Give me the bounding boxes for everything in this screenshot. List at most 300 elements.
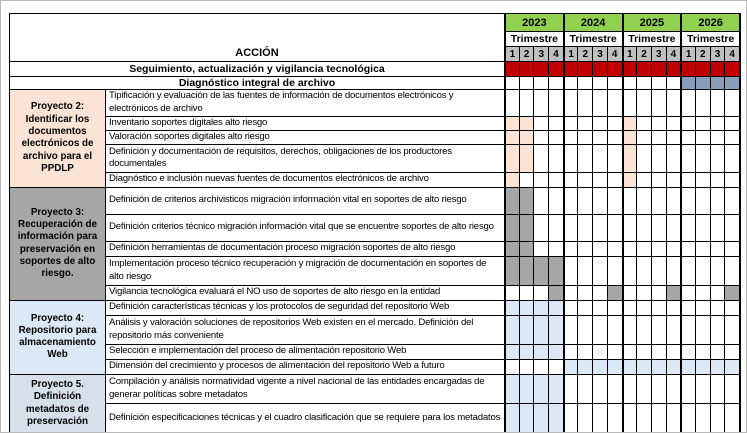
schedule-cell [608,117,623,131]
schedule-cell-filled [637,62,652,77]
schedule-cell [564,117,579,131]
quarter-number-text: 3 [714,48,721,60]
schedule-cell [725,90,740,117]
schedule-cell [564,301,579,316]
schedule-cell-filled [505,345,520,360]
trimestre-header-text: Trimestre [510,33,559,45]
schedule-cell [578,345,593,360]
schedule-cell [623,345,638,360]
schedule-cell [534,173,549,188]
year-header-2023 [505,14,564,32]
schedule-cell [520,77,535,90]
schedule-cell [652,173,667,188]
schedule-cell [608,316,623,345]
schedule-cell [637,188,652,215]
quarter-number [505,47,520,62]
schedule-cell-filled [505,257,520,286]
schedule-cell-filled [608,360,623,375]
schedule-cell [549,360,564,375]
schedule-cell [623,286,638,301]
quarter-number [637,47,652,62]
schedule-cell [725,188,740,215]
schedule-cell [696,242,711,257]
schedule-cell-filled [549,316,564,345]
project-label [10,301,106,375]
schedule-cell [681,173,696,188]
schedule-cell [667,131,682,145]
schedule-cell [637,131,652,145]
action-cell-text: Análisis y valoración soluciones de repositorios Web existen en el mercado. Definición del repositorio más conveniente [109,317,474,341]
schedule-cell [578,257,593,286]
schedule-cell [696,173,711,188]
schedule-cell [608,404,623,433]
schedule-cell [564,77,579,90]
schedule-cell [637,242,652,257]
schedule-cell-filled [520,242,535,257]
schedule-cell [608,145,623,173]
schedule-cell [593,117,608,131]
schedule-cell [623,188,638,215]
schedule-cell-filled [564,360,579,375]
schedule-cell [578,117,593,131]
action-cell [106,286,505,301]
schedule-cell [578,215,593,242]
schedule-cell-filled [505,117,520,131]
schedule-cell-filled [520,215,535,242]
project-label-text: Proyecto 5. Definición metadatos de preservación [25,379,90,427]
schedule-cell-filled [534,375,549,404]
schedule-cell-filled [505,145,520,173]
schedule-cell-filled [623,62,638,77]
schedule-cell [652,117,667,131]
schedule-cell-filled [549,286,564,301]
year-header-2024-text: 2024 [580,16,606,29]
schedule-cell [711,316,726,345]
schedule-cell-filled [520,257,535,286]
schedule-cell [534,77,549,90]
schedule-cell [578,145,593,173]
quarter-number-text: 2 [700,48,706,60]
schedule-cell-filled [549,62,564,77]
schedule-cell [681,404,696,433]
schedule-cell [593,375,608,404]
quarter-number-text: 1 [568,48,574,60]
schedule-cell [637,345,652,360]
schedule-cell [681,145,696,173]
schedule-cell [534,188,549,215]
trimestre-header-text: Trimestre [569,33,617,45]
schedule-cell [520,90,535,117]
schedule-cell-filled [725,360,740,375]
quarter-number-text: 4 [553,48,559,60]
schedule-cell [578,286,593,301]
trimestre-header [681,32,740,47]
quarter-number [696,47,711,62]
schedule-cell [564,131,579,145]
schedule-cell [681,345,696,360]
schedule-cell-filled [652,360,667,375]
schedule-cell [667,77,682,90]
quarter-number-text: 3 [538,48,544,60]
schedule-cell-filled [520,117,535,131]
schedule-cell [711,188,726,215]
schedule-cell [711,145,726,173]
schedule-cell [623,404,638,433]
action-cell-text: Compilación y análisis normatividad vigente a nivel nacional de las entidades encargadas de generar políticas sobre metadatos [109,376,485,400]
schedule-table [9,13,741,433]
schedule-cell [681,301,696,316]
schedule-cell [564,90,579,117]
schedule-cell-filled [696,360,711,375]
action-cell [106,90,505,117]
schedule-cell [696,286,711,301]
schedule-cell [652,257,667,286]
schedule-cell [549,173,564,188]
schedule-cell-filled [696,62,711,77]
action-cell-text: Definición herramientas de documentación proceso migración soportes de alto riesgo [109,242,456,254]
schedule-cell [593,345,608,360]
schedule-cell-filled [711,360,726,375]
year-header-2023-text: 2023 [522,16,547,29]
schedule-cell [564,286,579,301]
schedule-cell [696,375,711,404]
schedule-cell [608,257,623,286]
schedule-cell [608,188,623,215]
schedule-cell-filled [505,375,520,404]
schedule-cell [505,360,520,375]
schedule-cell-filled [505,404,520,433]
schedule-cell [667,242,682,257]
schedule-cell [652,345,667,360]
schedule-cell [725,131,740,145]
schedule-cell [593,77,608,90]
schedule-cell [637,173,652,188]
schedule-cell [593,242,608,257]
schedule-cell [667,375,682,404]
schedule-cell [696,145,711,173]
schedule-cell-filled [593,62,608,77]
action-cell-text: Diagnóstico e inclusión nuevas fuentes de documentos electrónicos de archivo [109,173,429,185]
schedule-cell [696,215,711,242]
schedule-cell [623,316,638,345]
schedule-cell [549,77,564,90]
schedule-cell [711,286,726,301]
schedule-cell [696,345,711,360]
schedule-cell-filled [623,173,638,188]
schedule-cell [608,301,623,316]
schedule-cell [623,257,638,286]
action-cell [106,131,505,145]
schedule-cell-filled [725,286,740,301]
schedule-cell-filled [564,62,579,77]
schedule-cell-filled [711,77,726,90]
action-cell [106,242,505,257]
schedule-cell [667,404,682,433]
schedule-cell [534,242,549,257]
action-cell-text: Definición de criterios archivisticos migración información vital en soportes de alto riesgo [109,194,467,206]
schedule-cell [696,90,711,117]
action-cell [106,117,505,131]
schedule-cell [667,117,682,131]
quarter-number-text: 2 [523,48,530,60]
schedule-cell-filled [696,77,711,90]
schedule-cell [520,286,535,301]
schedule-cell [623,215,638,242]
schedule-cell [652,131,667,145]
schedule-cell [564,188,579,215]
schedule-cell [608,375,623,404]
schedule-cell-filled [549,404,564,433]
schedule-cell [505,77,520,90]
schedule-cell [578,90,593,117]
action-column-header [10,14,505,62]
schedule-cell [696,316,711,345]
schedule-cell [505,286,520,301]
schedule-cell [534,131,549,145]
schedule-cell-filled [534,316,549,345]
schedule-cell [593,188,608,215]
schedule-cell-filled [681,62,696,77]
schedule-cell [696,301,711,316]
action-cell-text: Definición características técnicas y los protocolos de seguridad del repositorio Web [109,301,450,313]
schedule-cell-filled [520,316,535,345]
quarter-number-text: 1 [627,48,633,60]
schedule-cell [623,375,638,404]
schedule-cell [637,286,652,301]
schedule-cell [637,301,652,316]
action-cell-text: Dimensión del crecimiento y procesos de alimentación del repositorio Web a futuro [109,360,445,372]
schedule-cell-filled [534,404,549,433]
schedule-cell [623,77,638,90]
schedule-cell-filled [549,257,564,286]
schedule-cell [681,242,696,257]
schedule-cell [534,90,549,117]
schedule-cell [608,215,623,242]
schedule-cell-filled [578,62,593,77]
schedule-cell [564,316,579,345]
schedule-cell [593,286,608,301]
schedule-cell-filled [549,345,564,360]
schedule-cell [725,301,740,316]
schedule-cell [652,316,667,345]
schedule-cell-filled [623,360,638,375]
schedule-cell-filled [608,286,623,301]
quarter-number [667,47,682,62]
schedule-cell-filled [623,117,638,131]
schedule-cell [681,131,696,145]
schedule-cell-filled [520,188,535,215]
schedule-cell [623,301,638,316]
action-cell [106,173,505,188]
schedule-cell [681,286,696,301]
project-label-text: Proyecto 4: Repositorio para almacenamiento Web [18,312,97,361]
year-header-2026 [681,14,740,32]
quarter-number [549,47,564,62]
schedule-cell [652,188,667,215]
schedule-cell [578,242,593,257]
schedule-cell [667,188,682,215]
action-cell [106,345,505,360]
schedule-cell [725,242,740,257]
schedule-cell-filled [681,360,696,375]
quarter-number [520,47,535,62]
quarter-number-text: 2 [582,48,589,60]
schedule-cell [711,215,726,242]
schedule-cell [696,257,711,286]
schedule-cell-filled [505,131,520,145]
schedule-cell [593,131,608,145]
action-cell-text: Implementación proceso técnico recuperación y migración de documentación en soportes de alto riesgo [109,258,487,282]
schedule-cell [520,360,535,375]
schedule-cell [681,188,696,215]
schedule-cell [725,257,740,286]
action-cell-text: Definición y documentación de requisitos, derechos, obligaciones de los productores documentales [109,145,452,170]
schedule-cell-filled [711,62,726,77]
schedule-cell [696,404,711,433]
trimestre-header [564,32,623,47]
trimestre-header [623,32,682,47]
schedule-cell [725,173,740,188]
quarter-number-text: 3 [655,48,662,60]
trimestre-header-text: Trimestre [686,33,735,45]
year-header-2026-text: 2026 [698,16,723,29]
schedule-cell [608,173,623,188]
schedule-cell [564,242,579,257]
schedule-cell [578,301,593,316]
schedule-cell [637,316,652,345]
schedule-cell [593,173,608,188]
schedule-cell [637,145,652,173]
schedule-cell [681,90,696,117]
quarter-number [578,47,593,62]
schedule-cell [711,90,726,117]
schedule-cell-filled [520,404,535,433]
quarter-number-text: 2 [641,48,647,60]
schedule-cell-filled [520,145,535,173]
schedule-cell [578,131,593,145]
schedule-cell-filled [534,301,549,316]
schedule-cell-filled [520,301,535,316]
schedule-cell-filled [520,345,535,360]
schedule-cell [623,90,638,117]
schedule-cell [696,131,711,145]
schedule-cell [711,404,726,433]
schedule-cell [549,188,564,215]
action-cell [106,145,505,173]
schedule-cell [681,316,696,345]
schedule-cell [652,90,667,117]
schedule-cell-filled [534,62,549,77]
schedule-cell [578,188,593,215]
schedule-cell [578,173,593,188]
schedule-cell [696,117,711,131]
schedule-cell-filled [505,188,520,215]
schedule-cell [564,173,579,188]
schedule-cell [564,345,579,360]
trimestre-header [505,32,564,47]
schedule-cell [593,145,608,173]
schedule-cell [593,404,608,433]
schedule-cell [637,117,652,131]
schedule-cell [725,145,740,173]
schedule-cell-filled [608,62,623,77]
schedule-cell [725,375,740,404]
schedule-cell [549,117,564,131]
schedule-cell [593,215,608,242]
action-cell-text: Inventario soportes digitales alto riesgo [109,117,268,128]
schedule-cell [667,215,682,242]
schedule-cell [593,90,608,117]
quarter-number [534,47,549,62]
schedule-cell [520,173,535,188]
schedule-cell [534,117,549,131]
schedule-cell [711,301,726,316]
schedule-cell [608,242,623,257]
schedule-cell-filled [667,62,682,77]
schedule-cell-filled [725,77,740,90]
action-cell-text: Tipificación y evaluación de las fuentes de información de documentos electrónicos y electrónicos de archivo [109,90,454,114]
schedule-cell [725,316,740,345]
schedule-cell [652,215,667,242]
schedule-cell [505,90,520,117]
schedule-cell [652,242,667,257]
action-cell [106,316,505,345]
schedule-cell [725,117,740,131]
action-cell [106,215,505,242]
schedule-cell-filled [534,345,549,360]
action-cell [106,301,505,316]
quarter-number [711,47,726,62]
project-label [10,90,106,188]
schedule-cell [637,375,652,404]
schedule-cell [578,316,593,345]
schedule-cell [637,77,652,90]
schedule-cell [549,242,564,257]
quarter-number-text: 3 [597,48,603,60]
schedule-cell [711,345,726,360]
schedule-cell [564,404,579,433]
schedule-cell-filled [520,131,535,145]
schedule-cell [652,145,667,173]
action-cell-text: Definición criterios técnico migración información vital que se encuentre soportes de alto riesgo [109,221,494,233]
schedule-cell [725,404,740,433]
schedule-cell-filled [505,301,520,316]
action-cell-text: Vigilancia tecnológica evaluará el NO uso de soportes de alto riesgo en la entidad [109,286,441,298]
banner-row-label-text: Seguimiento, actualización y vigilancia tecnológica [129,63,385,75]
schedule-cell [725,215,740,242]
schedule-cell [667,173,682,188]
banner-row-label [10,77,505,90]
quarter-number-text: 4 [670,48,677,60]
schedule-cell-filled [505,215,520,242]
schedule-cell [711,173,726,188]
quarter-number [623,47,638,62]
schedule-cell [681,117,696,131]
schedule-cell [711,257,726,286]
quarter-number [681,47,696,62]
quarter-number [593,47,608,62]
schedule-cell-filled [520,62,535,77]
schedule-cell [623,242,638,257]
schedule-cell-filled [578,360,593,375]
banner-row-label-text: Diagnóstico integral de archivo [178,77,336,89]
schedule-cell [681,375,696,404]
schedule-cell [667,316,682,345]
schedule-cell [549,131,564,145]
schedule-cell [608,345,623,360]
schedule-cell-filled [534,257,549,286]
schedule-cell-filled [623,145,638,173]
